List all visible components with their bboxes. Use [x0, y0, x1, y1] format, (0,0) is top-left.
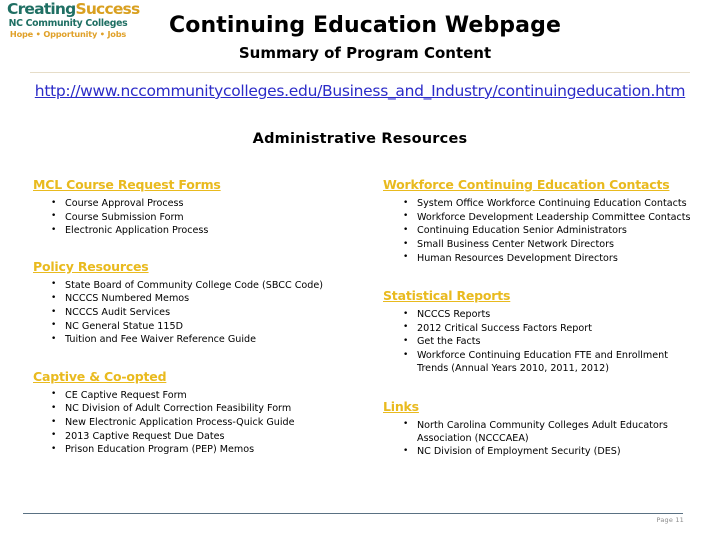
list-item[interactable]: • Course Approval Process	[49, 197, 363, 210]
list-item[interactable]: • CE Captive Request Form	[49, 389, 363, 402]
logo-wordmark	[7, 0, 140, 18]
section-heading-statistical[interactable]: Statistical Reports	[383, 288, 511, 304]
administrative-resources-heading: Administrative Resources	[252, 131, 468, 147]
section-policy-resources	[33, 258, 363, 347]
list-item[interactable]: • New Electronic Application Process-Quick Guide	[49, 416, 363, 429]
list-item[interactable]: • Course Submission Form	[49, 211, 363, 224]
list-links	[383, 419, 693, 459]
nc-community-colleges-logo	[7, 0, 140, 42]
list-captive	[33, 389, 363, 457]
right-column	[383, 176, 693, 459]
list-item[interactable]: • Continuing Education Senior Administrators	[401, 224, 693, 237]
page-title: Continuing Education Webpage	[169, 13, 561, 38]
list-item[interactable]: • NCCCS Audit Services	[49, 306, 363, 319]
logo-word-success: Success	[75, 0, 140, 18]
list-item[interactable]: • Workforce Development Leadership Committee Contacts	[401, 211, 693, 224]
list-item[interactable]: • NC General Statue 115D	[49, 320, 363, 333]
section-statistical-reports	[383, 287, 693, 376]
section-heading-workforce[interactable]: Workforce Continuing Education Contacts	[383, 177, 670, 192]
list-item[interactable]: • NC Division of Adult Correction Feasibility Form	[49, 402, 363, 415]
section-heading-captive[interactable]: Captive & Co-opted	[33, 368, 167, 384]
logo-tagline: Hope • Opportunity • Jobs	[9, 28, 127, 39]
list-item[interactable]: • NCCCS Reports	[401, 308, 693, 321]
list-item[interactable]: • NC Division of Employment Security (DES)	[401, 445, 693, 458]
list-item[interactable]: • State Board of Community College Code (SBCC Code)	[49, 279, 363, 292]
list-mcl	[33, 197, 363, 238]
header-divider	[30, 72, 690, 73]
section-captive-and-co-opted	[33, 368, 363, 457]
footer-divider	[23, 513, 683, 514]
section-links	[383, 398, 693, 459]
list-item[interactable]: • Tuition and Fee Waiver Reference Guide	[49, 333, 363, 346]
list-item[interactable]: • System Office Workforce Continuing Education Contacts	[401, 197, 693, 210]
list-item[interactable]: • Small Business Center Network Directors	[401, 238, 693, 251]
list-workforce	[383, 197, 693, 265]
page-subtitle: Summary of Program Content	[238, 44, 492, 62]
section-heading-policy[interactable]: Policy Resources	[33, 258, 149, 274]
section-workforce-continuing-education-contacts	[383, 176, 693, 265]
list-policy	[33, 279, 363, 347]
webpage-url-link[interactable]: http://www.nccommunitycolleges.edu/Business_and_Industry/continuingeducation.htm	[34, 82, 686, 100]
list-item[interactable]: • North Carolina Community Colleges Adult Educators Association (NCCCAEA)	[401, 419, 693, 445]
left-column	[33, 176, 363, 457]
list-item[interactable]: • Electronic Application Process	[49, 224, 363, 237]
list-item[interactable]: • Prison Education Program (PEP) Memos	[49, 443, 363, 456]
logo-org-name: NC Community Colleges	[8, 17, 128, 29]
list-item[interactable]: • Human Resources Development Directors	[401, 252, 693, 265]
list-item[interactable]: • Get the Facts	[401, 335, 693, 348]
list-statistical	[383, 308, 693, 376]
section-heading-mcl[interactable]: MCL Course Request Forms	[33, 177, 221, 192]
list-item[interactable]: • 2012 Critical Success Factors Report	[401, 322, 693, 335]
page-number: Page 11	[656, 516, 684, 524]
section-mcl-course-request-forms	[33, 176, 363, 238]
list-item[interactable]: • Workforce Continuing Education FTE and Enrollment Trends (Annual Years 2010, 2011, 2012)	[401, 349, 693, 375]
list-item[interactable]: • 2013 Captive Request Due Dates	[49, 430, 363, 443]
logo-word-creating: Creating	[7, 0, 76, 18]
list-item[interactable]: • NCCCS Numbered Memos	[49, 292, 363, 305]
section-heading-links[interactable]: Links	[383, 398, 419, 414]
